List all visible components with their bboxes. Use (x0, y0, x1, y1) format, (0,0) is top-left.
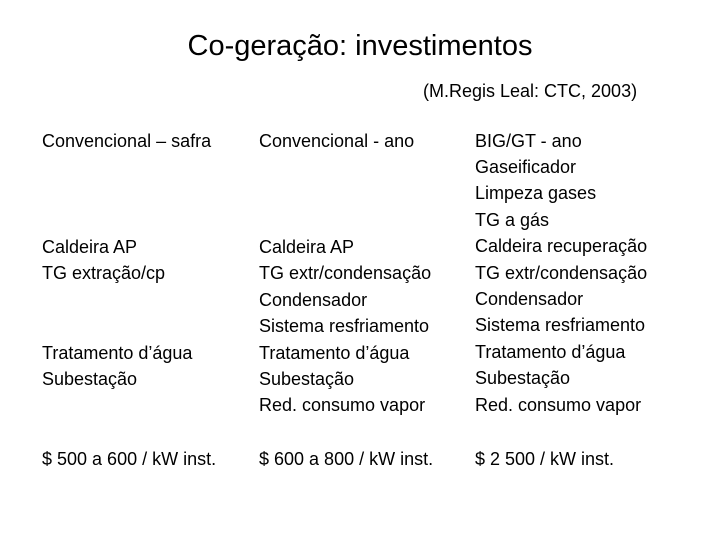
column-header: Convencional – safra (42, 131, 212, 151)
list-item: Condensador (259, 289, 368, 310)
cost-label: $ 2 500 / kW inst. (475, 449, 615, 469)
list-item: Subestação (259, 368, 355, 389)
list-item: Caldeira AP (259, 237, 355, 257)
list-item (42, 287, 192, 313)
list-item: Subestação (475, 368, 571, 389)
list-item: Tratamento d’água (42, 342, 193, 363)
list-item: Sistema resfriamento (475, 315, 646, 336)
equipment-list (259, 234, 431, 419)
list-item: TG extração/cp (42, 263, 166, 284)
list-item: Red. consumo vapor (475, 394, 642, 415)
list-item: TG a gás (475, 209, 550, 230)
column-header: BIG/GT - ano (475, 131, 582, 151)
list-item: TG extr/condensação (259, 263, 432, 284)
list-item: Gaseificador (475, 157, 577, 177)
slide-title: Co-geração: investimentos (187, 30, 533, 62)
list-item: Caldeira AP (42, 237, 138, 257)
list-item: Tratamento d’água (475, 341, 626, 362)
list-item: Subestação (42, 368, 138, 389)
slide-subtitle: (M.Regis Leal: CTC, 2003) (423, 81, 638, 101)
list-item: TG extr/condensação (475, 262, 648, 283)
list-item (42, 313, 192, 339)
cost-label: $ 500 a 600 / kW inst. (42, 449, 217, 469)
list-item: Caldeira recuperação (475, 236, 648, 257)
list-item: Condensador (475, 288, 584, 309)
list-item: Sistema resfriamento (259, 316, 430, 337)
cost-label: $ 600 a 800 / kW inst. (259, 449, 434, 469)
column-header: Convencional - ano (259, 131, 415, 151)
list-item: Tratamento d’água (259, 342, 410, 363)
list-item: Red. consumo vapor (259, 395, 426, 416)
equipment-list (42, 234, 192, 392)
list-item: Limpeza gases (475, 183, 597, 204)
equipment-list (475, 154, 647, 418)
